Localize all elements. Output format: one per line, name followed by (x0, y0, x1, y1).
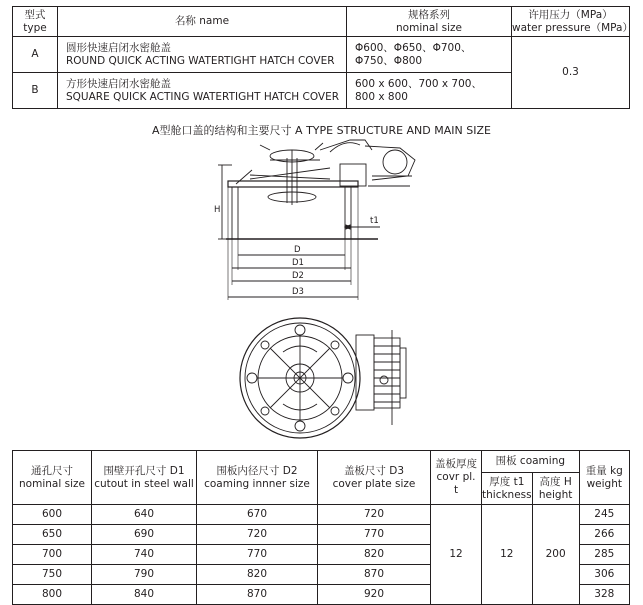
section-title: A型舱口盖的结构和主要尺寸 A TYPE STRUCTURE AND MAIN SIZE (152, 124, 491, 137)
d3-cell: 920 (318, 585, 431, 605)
header-type: 型式 type (13, 7, 58, 37)
d1-cell: 640 (92, 505, 197, 525)
d3-cell: 770 (318, 525, 431, 545)
header-nominal-size: 规格系列 nominal size (347, 7, 512, 37)
header-nominal-size: 通孔尺寸 nominal size (13, 451, 92, 505)
nominal-cell: Φ600、Φ650、Φ700、 Φ750、Φ800 (347, 37, 512, 73)
d3-cell: 720 (318, 505, 431, 525)
d2-cell: 770 (197, 545, 318, 565)
dim-d2-label: D2 (292, 271, 304, 281)
side-section-view (214, 140, 415, 300)
dim-d-label: D (294, 245, 301, 255)
header-weight: 重量 kg weight (579, 451, 629, 505)
table-row (13, 505, 630, 525)
dim-t1-label: t1 (370, 216, 379, 226)
d1-cell: 840 (92, 585, 197, 605)
d3-cell: 820 (318, 545, 431, 565)
d2-cell: 670 (197, 505, 318, 525)
nominal-cell: 800 (13, 585, 92, 605)
dim-d1-label: D1 (292, 258, 304, 268)
header-coaming-thickness: 厚度 t1 thickness (482, 473, 533, 505)
cover-thickness-cell: 12 (431, 505, 482, 605)
nominal-cell: 650 (13, 525, 92, 545)
weight-cell: 245 (579, 505, 629, 525)
name-cell: 圆形快速启闭水密舱盖 ROUND QUICK ACTING WATERTIGHT HATCH COVER (58, 37, 347, 73)
type-cell: B (13, 73, 58, 109)
pressure-cell: 0.3 (512, 37, 630, 109)
weight-cell: 328 (579, 585, 629, 605)
coaming-height-cell: 200 (532, 505, 579, 605)
d2-cell: 820 (197, 565, 318, 585)
dim-d3-label: D3 (292, 287, 304, 297)
nominal-cell: 600 (13, 505, 92, 525)
nominal-cell: 600 x 600、700 x 700、 800 x 800 (347, 73, 512, 109)
d1-cell: 690 (92, 525, 197, 545)
header-d1: 围壁开孔尺寸 D1 cutout in steel wall (92, 451, 197, 505)
d1-cell: 790 (92, 565, 197, 585)
weight-cell: 266 (579, 525, 629, 545)
header-name: 名称 name (58, 7, 347, 37)
nominal-cell: 750 (13, 565, 92, 585)
type-cell: A (13, 37, 58, 73)
header-cover-thickness: 盖板厚度 covr pl. t (431, 451, 482, 505)
size-table (12, 450, 630, 605)
name-cell: 方形快速启闭水密舱盖 SQUARE QUICK ACTING WATERTIGHT HATCH COVER (58, 73, 347, 109)
header-water-pressure: 许用压力（MPa） water pressure（MPa） (512, 7, 630, 37)
plan-view (240, 318, 406, 438)
header-coaming: 围板 coaming (482, 451, 580, 473)
d2-cell: 720 (197, 525, 318, 545)
d2-cell: 870 (197, 585, 318, 605)
dim-h-label: H (214, 205, 221, 215)
weight-cell: 306 (579, 565, 629, 585)
coaming-thickness-cell: 12 (482, 505, 533, 605)
header-d2: 围板内径尺寸 D2 coaming innner size (197, 451, 318, 505)
nominal-cell: 700 (13, 545, 92, 565)
header-coaming-height: 高度 H height (532, 473, 579, 505)
d1-cell: 740 (92, 545, 197, 565)
header-d3: 盖板尺寸 D3 cover plate size (318, 451, 431, 505)
weight-cell: 285 (579, 545, 629, 565)
d3-cell: 870 (318, 565, 431, 585)
